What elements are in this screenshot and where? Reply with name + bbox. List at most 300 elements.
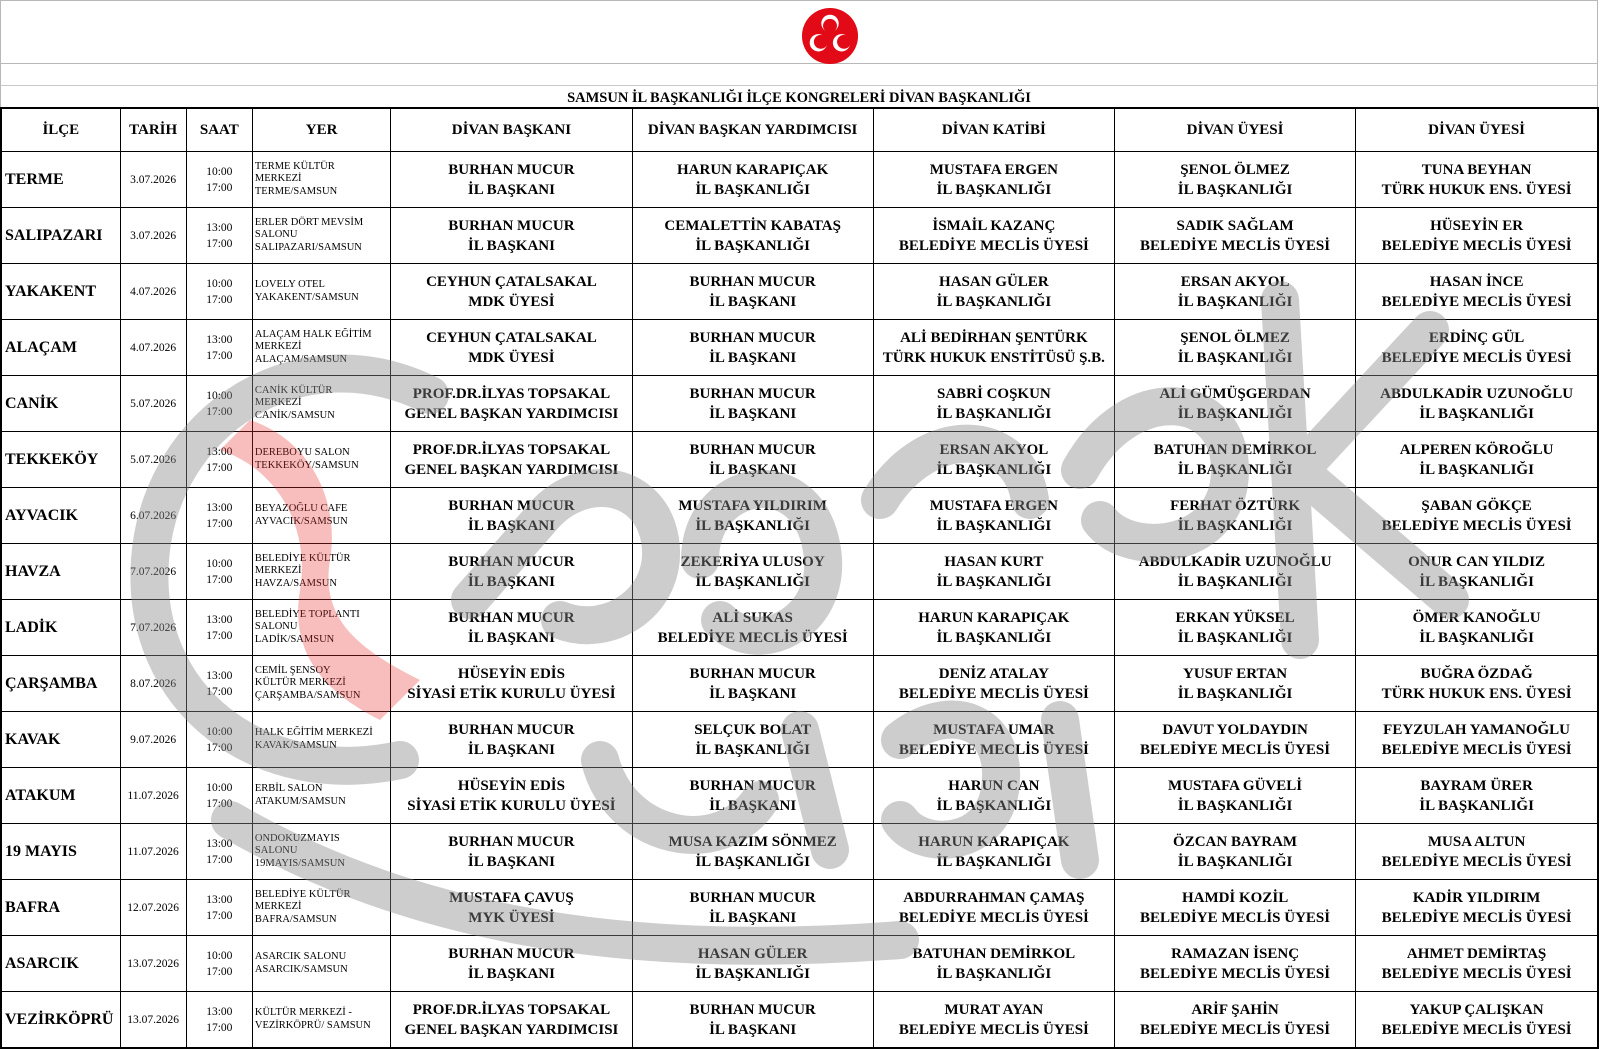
person-name: AHMET DEMİRTAŞ — [1406, 945, 1547, 962]
venue-cell — [252, 992, 390, 1049]
divan-baskan-yardimcisi-cell — [632, 768, 873, 824]
person-title: İL BAŞKANI — [467, 573, 555, 590]
divan-baskani-cell — [391, 824, 632, 880]
person-title: BELEDİYE MECLİS ÜYESİ — [1381, 349, 1572, 366]
divan-baskani-cell — [391, 488, 632, 544]
person-name: BURHAN MUCUR — [448, 833, 575, 850]
end-time: 17:00 — [206, 741, 233, 754]
person-title: MDK ÜYESİ — [468, 293, 555, 310]
person-name: BURHAN MUCUR — [689, 889, 816, 906]
column-header-tarih: TARİH — [120, 108, 186, 152]
time-cell — [186, 432, 252, 488]
logo-row — [0, 0, 1598, 64]
person-name: PROF.DR.İLYAS TOPSAKAL — [412, 385, 611, 402]
person-name: KADİR YILDIRIM — [1412, 889, 1541, 906]
date-cell: 4.07.2026 — [120, 264, 186, 320]
person-name: BURHAN MUCUR — [448, 553, 575, 570]
time-cell — [186, 600, 252, 656]
person-name: ABDULKADİR UZUNOĞLU — [1380, 385, 1574, 402]
person-name: RAMAZAN İSENÇ — [1171, 945, 1300, 962]
person-title: İL BAŞKANLIĞI — [1177, 517, 1293, 534]
person-title: İL BAŞKANLIĞI — [695, 573, 810, 590]
person-name: MUSTAFA ERGEN — [929, 161, 1058, 178]
person-title: İL BAŞKANLIĞI — [1177, 461, 1293, 478]
district-cell: BAFRA — [1, 880, 120, 936]
person-title: İL BAŞKANLIĞI — [936, 853, 1052, 870]
table-row — [1, 264, 1598, 320]
venue-line: CANİK/SAMSUN — [254, 409, 335, 421]
table-row — [1, 488, 1598, 544]
person-title: İL BAŞKANLIĞI — [1419, 405, 1534, 422]
district-cell: 19 MAYIS — [1, 824, 120, 880]
divan-baskan-yardimcisi-cell — [632, 488, 873, 544]
district-cell: ÇARŞAMBA — [1, 656, 120, 712]
start-time: 10:00 — [206, 949, 233, 962]
divan-uyesi-cell — [1114, 152, 1355, 208]
column-header-yer: YER — [252, 108, 390, 152]
congress-schedule-table — [0, 107, 1599, 1049]
district-cell: ATAKUM — [1, 768, 120, 824]
divan-katibi-cell — [873, 880, 1114, 936]
start-time: 10:00 — [206, 165, 233, 178]
person-title: BELEDİYE MECLİS ÜYESİ — [1140, 741, 1331, 758]
person-name: ERSAN AKYOL — [1180, 273, 1290, 290]
date-cell: 7.07.2026 — [120, 600, 186, 656]
venue-line: LOVELY OTEL — [254, 279, 325, 290]
district-cell: HAVZA — [1, 544, 120, 600]
person-title: İL BAŞKANLIĞI — [936, 965, 1052, 982]
person-title: İL BAŞKANLIĞI — [1177, 181, 1293, 198]
person-name: HÜSEYİN EDİS — [457, 777, 565, 794]
person-title: İL BAŞKANLIĞI — [1419, 573, 1534, 590]
divan-baskan-yardimcisi-cell — [632, 544, 873, 600]
divan-baskani-cell — [391, 656, 632, 712]
venue-line: 19MAYIS/SAMSUN — [254, 857, 345, 869]
venue-line: YAKAKENT/SAMSUN — [254, 291, 359, 303]
person-title: İL BAŞKANLIĞI — [695, 181, 810, 198]
person-name: ALİ BEDİRHAN ŞENTÜRK — [900, 329, 1088, 346]
venue-cell — [252, 936, 390, 992]
person-title: İL BAŞKANLIĞI — [936, 461, 1052, 478]
date-cell: 11.07.2026 — [120, 768, 186, 824]
time-cell — [186, 264, 252, 320]
divan-baskani-cell — [391, 320, 632, 376]
person-name: BURHAN MUCUR — [689, 665, 816, 682]
venue-line: ONDOKUZMAYIS — [254, 832, 340, 844]
table-row — [1, 768, 1598, 824]
end-time: 17:00 — [206, 405, 233, 418]
table-row — [1, 824, 1598, 880]
divan-baskan-yardimcisi-cell — [632, 320, 873, 376]
divan-baskan-yardimcisi-cell — [632, 824, 873, 880]
three-crescents-logo-icon — [801, 7, 859, 65]
person-title: GENEL BAŞKAN YARDIMCISI — [404, 405, 619, 422]
date-cell: 13.07.2026 — [120, 992, 186, 1049]
person-name: BURHAN MUCUR — [689, 385, 816, 402]
person-title: BELEDİYE MECLİS ÜYESİ — [898, 909, 1089, 926]
time-cell — [186, 936, 252, 992]
person-title: SİYASİ ETİK KURULU ÜYESİ — [407, 797, 616, 814]
venue-line: BAFRA/SAMSUN — [254, 913, 337, 925]
person-name: BURHAN MUCUR — [448, 609, 575, 626]
person-name: ŞABAN GÖKÇE — [1421, 497, 1532, 514]
table-row — [1, 600, 1598, 656]
end-time: 17:00 — [206, 573, 233, 586]
person-name: BURHAN MUCUR — [448, 497, 575, 514]
person-name: FEYZULAH YAMANOĞLU — [1383, 721, 1570, 738]
venue-cell — [252, 208, 390, 264]
person-name: ONUR CAN YILDIZ — [1408, 553, 1546, 570]
person-title: İL BAŞKANLIĞI — [695, 517, 810, 534]
person-title: TÜRK HUKUK ENS. ÜYESİ — [1381, 685, 1572, 702]
divan-uyesi-cell — [1114, 880, 1355, 936]
time-cell — [186, 824, 252, 880]
end-time: 17:00 — [206, 965, 233, 978]
person-name: HASAN GÜLER — [697, 945, 808, 962]
time-cell — [186, 656, 252, 712]
person-title: İL BAŞKANI — [709, 797, 797, 814]
person-title: İL BAŞKANLIĞI — [1419, 629, 1534, 646]
venue-cell — [252, 880, 390, 936]
divan-baskan-yardimcisi-cell — [632, 600, 873, 656]
person-name: BURHAN MUCUR — [689, 273, 816, 290]
time-cell — [186, 488, 252, 544]
date-cell: 11.07.2026 — [120, 824, 186, 880]
person-name: HARUN KARAPIÇAK — [677, 161, 829, 178]
person-name: BUĞRA ÖZDAĞ — [1420, 665, 1533, 682]
venue-line: KAVAK/SAMSUN — [254, 739, 337, 751]
start-time: 10:00 — [206, 781, 233, 794]
person-name: TUNA BEYHAN — [1421, 161, 1532, 178]
divan-baskan-yardimcisi-cell — [632, 880, 873, 936]
person-title: BELEDİYE MECLİS ÜYESİ — [898, 741, 1089, 758]
venue-line: MERKEZİ — [254, 565, 302, 577]
divan-baskan-yardimcisi-cell — [632, 712, 873, 768]
person-title: BELEDİYE MECLİS ÜYESİ — [898, 237, 1089, 254]
end-time: 17:00 — [206, 181, 233, 194]
person-title: İL BAŞKANLIĞI — [695, 741, 810, 758]
divan-uyesi-cell — [1356, 824, 1598, 880]
time-cell — [186, 152, 252, 208]
divan-katibi-cell — [873, 264, 1114, 320]
divan-baskan-yardimcisi-cell — [632, 152, 873, 208]
person-name: BAYRAM ÜRER — [1420, 777, 1533, 794]
divan-katibi-cell — [873, 824, 1114, 880]
date-cell: 8.07.2026 — [120, 656, 186, 712]
person-name: CEYHUN ÇATALSAKAL — [426, 273, 597, 290]
venue-cell — [252, 376, 390, 432]
venue-line: KÜLTÜR MERKEZİ — [254, 677, 346, 689]
person-title: İL BAŞKANI — [467, 517, 555, 534]
person-title: İL BAŞKANLIĞI — [936, 405, 1052, 422]
person-name: BATUHAN DEMİRKOL — [1153, 441, 1317, 458]
person-name: ÖMER KANOĞLU — [1412, 609, 1541, 626]
venue-line: MERKEZİ — [254, 901, 302, 913]
person-title: İL BAŞKANLIĞI — [1177, 685, 1293, 702]
divan-baskani-cell — [391, 152, 632, 208]
time-cell — [186, 376, 252, 432]
divan-uyesi-cell — [1114, 320, 1355, 376]
person-name: MUSA KAZIM SÖNMEZ — [668, 833, 837, 850]
person-title: MDK ÜYESİ — [468, 349, 555, 366]
person-name: SADIK SAĞLAM — [1176, 217, 1294, 234]
time-cell — [186, 992, 252, 1049]
venue-line: TERME KÜLTÜR — [254, 160, 335, 172]
column-header-divan-katibi: DİVAN KATİBİ — [873, 108, 1114, 152]
person-title: İL BAŞKANLIĞI — [936, 517, 1052, 534]
person-name: DAVUT YOLDAYDIN — [1162, 721, 1308, 738]
venue-line: CEMİL ŞENSOY — [254, 664, 331, 676]
venue-cell — [252, 824, 390, 880]
divan-katibi-cell — [873, 656, 1114, 712]
venue-line: ALAÇAM HALK EĞİTİM — [254, 328, 372, 340]
person-title: İL BAŞKANLIĞI — [936, 293, 1052, 310]
table-row — [1, 544, 1598, 600]
table-row — [1, 208, 1598, 264]
divan-baskan-yardimcisi-cell — [632, 936, 873, 992]
end-time: 17:00 — [206, 293, 233, 306]
table-row — [1, 320, 1598, 376]
person-name: ALPEREN KÖROĞLU — [1399, 441, 1554, 458]
venue-line: HALK EĞİTİM MERKEZİ — [254, 727, 373, 738]
venue-line: MERKEZİ — [254, 397, 302, 409]
venue-cell — [252, 600, 390, 656]
person-title: İL BAŞKANI — [709, 405, 797, 422]
person-title: BELEDİYE MECLİS ÜYESİ — [1381, 237, 1572, 254]
venue-cell — [252, 544, 390, 600]
person-title: TÜRK HUKUK ENS. ÜYESİ — [1381, 181, 1572, 198]
venue-line: SALONU — [254, 229, 298, 241]
start-time: 13:00 — [206, 669, 233, 682]
divan-uyesi-cell — [1356, 432, 1598, 488]
column-header-divan-uyesi: DİVAN ÜYESİ — [1356, 108, 1598, 152]
time-cell — [186, 712, 252, 768]
person-title: BELEDİYE MECLİS ÜYESİ — [898, 685, 1089, 702]
person-name: ABDULKADİR UZUNOĞLU — [1138, 553, 1332, 570]
time-cell — [186, 768, 252, 824]
divan-uyesi-cell — [1114, 376, 1355, 432]
person-name: HARUN KARAPIÇAK — [918, 609, 1070, 626]
person-name: HARUN KARAPIÇAK — [918, 833, 1070, 850]
person-title: İL BAŞKANI — [709, 1021, 797, 1038]
end-time: 17:00 — [206, 853, 233, 866]
person-name: YAKUP ÇALIŞKAN — [1409, 1001, 1544, 1018]
person-title: BELEDİYE MECLİS ÜYESİ — [1140, 965, 1331, 982]
divan-baskani-cell — [391, 936, 632, 992]
end-time: 17:00 — [206, 461, 233, 474]
column-header-divan-baskan-yardimcisi: DİVAN BAŞKAN YARDIMCISI — [632, 108, 873, 152]
date-cell: 6.07.2026 — [120, 488, 186, 544]
person-name: PROF.DR.İLYAS TOPSAKAL — [412, 1001, 611, 1018]
person-title: BELEDİYE MECLİS ÜYESİ — [1381, 853, 1572, 870]
divan-katibi-cell — [873, 992, 1114, 1049]
divan-baskan-yardimcisi-cell — [632, 656, 873, 712]
venue-line: LADİK/SAMSUN — [254, 633, 335, 645]
divan-baskan-yardimcisi-cell — [632, 992, 873, 1049]
divan-katibi-cell — [873, 768, 1114, 824]
person-title: İL BAŞKANLIĞI — [695, 853, 810, 870]
divan-katibi-cell — [873, 936, 1114, 992]
divan-baskani-cell — [391, 208, 632, 264]
venue-line: HAVZA/SAMSUN — [254, 577, 337, 589]
person-title: İL BAŞKANLIĞI — [1419, 797, 1534, 814]
venue-cell — [252, 152, 390, 208]
person-name: ERDİNÇ GÜL — [1428, 329, 1525, 346]
person-name: HARUN CAN — [948, 777, 1040, 794]
person-name: ERKAN YÜKSEL — [1175, 609, 1295, 626]
person-title: SİYASİ ETİK KURULU ÜYESİ — [407, 685, 616, 702]
person-name: MUSTAFA YILDIRIM — [678, 497, 827, 514]
divan-uyesi-cell — [1356, 936, 1598, 992]
person-title: İL BAŞKANI — [467, 629, 555, 646]
venue-line: AYVACIK/SAMSUN — [254, 515, 348, 527]
district-cell: SALIPAZARI — [1, 208, 120, 264]
venue-line: BELEDİYE TOPLANTI — [254, 608, 360, 620]
divan-uyesi-cell — [1114, 264, 1355, 320]
person-name: MUSTAFA GÜVELİ — [1168, 777, 1303, 794]
table-row — [1, 880, 1598, 936]
table-row — [1, 936, 1598, 992]
divan-uyesi-cell — [1114, 432, 1355, 488]
table-row — [1, 432, 1598, 488]
person-name: YUSUF ERTAN — [1183, 665, 1288, 682]
person-name: FERHAT ÖZTÜRK — [1170, 497, 1301, 514]
person-name: ALİ SUKAS — [712, 609, 793, 626]
person-title: BELEDİYE MECLİS ÜYESİ — [1381, 1021, 1572, 1038]
person-title: İL BAŞKANI — [467, 853, 555, 870]
date-cell: 7.07.2026 — [120, 544, 186, 600]
person-name: HASAN İNCE — [1429, 273, 1524, 290]
venue-cell — [252, 432, 390, 488]
divan-uyesi-cell — [1356, 320, 1598, 376]
person-name: BURHAN MUCUR — [448, 945, 575, 962]
divan-katibi-cell — [873, 544, 1114, 600]
venue-line: ASARCIK SALONU — [254, 951, 347, 962]
start-time: 13:00 — [206, 445, 233, 458]
divan-baskani-cell — [391, 600, 632, 656]
person-title: BELEDİYE MECLİS ÜYESİ — [1140, 237, 1331, 254]
start-time: 13:00 — [206, 221, 233, 234]
person-name: BURHAN MUCUR — [448, 161, 575, 178]
venue-line: ERBİL SALON — [254, 783, 323, 794]
person-name: BURHAN MUCUR — [689, 777, 816, 794]
divan-baskan-yardimcisi-cell — [632, 432, 873, 488]
divan-baskani-cell — [391, 544, 632, 600]
person-title: İL BAŞKANLIĞI — [936, 181, 1052, 198]
divan-uyesi-cell — [1114, 768, 1355, 824]
person-title: İL BAŞKANI — [467, 741, 555, 758]
date-cell: 3.07.2026 — [120, 208, 186, 264]
divan-katibi-cell — [873, 320, 1114, 376]
person-title: İL BAŞKANI — [709, 461, 797, 478]
divan-uyesi-cell — [1356, 488, 1598, 544]
person-title: İL BAŞKANLIĞI — [1177, 853, 1293, 870]
person-name: BATUHAN DEMİRKOL — [912, 945, 1076, 962]
district-cell: TEKKEKÖY — [1, 432, 120, 488]
person-name: HASAN KURT — [944, 553, 1044, 570]
venue-cell — [252, 712, 390, 768]
divan-baskani-cell — [391, 880, 632, 936]
divan-uyesi-cell — [1356, 880, 1598, 936]
venue-line: ALAÇAM/SAMSUN — [254, 353, 348, 365]
table-row — [1, 992, 1598, 1049]
venue-cell — [252, 488, 390, 544]
person-title: İL BAŞKANLIĞI — [695, 965, 810, 982]
venue-cell — [252, 264, 390, 320]
date-cell: 3.07.2026 — [120, 152, 186, 208]
district-cell: TERME — [1, 152, 120, 208]
district-cell: ALAÇAM — [1, 320, 120, 376]
venue-line: ERLER DÖRT MEVSİM — [254, 216, 364, 228]
person-name: HAMDİ KOZİL — [1181, 889, 1289, 906]
person-title: BELEDİYE MECLİS ÜYESİ — [1381, 517, 1572, 534]
person-name: DENİZ ATALAY — [938, 665, 1049, 682]
document-title: SAMSUN İL BAŞKANLIĞI İLÇE KONGRELERİ DİVAN BAŞKANLIĞI — [0, 88, 1598, 108]
venue-line: TERME/SAMSUN — [254, 185, 338, 197]
start-time: 13:00 — [206, 333, 233, 346]
divan-uyesi-cell — [1356, 264, 1598, 320]
start-time: 10:00 — [206, 557, 233, 570]
divan-uyesi-cell — [1114, 208, 1355, 264]
person-name: BURHAN MUCUR — [689, 1001, 816, 1018]
person-title: BELEDİYE MECLİS ÜYESİ — [1140, 1021, 1331, 1038]
person-title: İL BAŞKANLIĞI — [1177, 573, 1293, 590]
divan-katibi-cell — [873, 208, 1114, 264]
person-name: BURHAN MUCUR — [689, 329, 816, 346]
start-time: 10:00 — [206, 725, 233, 738]
time-cell — [186, 880, 252, 936]
person-title: GENEL BAŞKAN YARDIMCISI — [404, 1021, 619, 1038]
divan-uyesi-cell — [1356, 600, 1598, 656]
divan-uyesi-cell — [1114, 488, 1355, 544]
person-title: İL BAŞKANI — [467, 181, 555, 198]
district-cell: CANİK — [1, 376, 120, 432]
divan-uyesi-cell — [1114, 656, 1355, 712]
blank-row — [0, 64, 1598, 86]
person-name: ABDURRAHMAN ÇAMAŞ — [903, 889, 1085, 906]
divan-katibi-cell — [873, 600, 1114, 656]
venue-line: DEREBOYU SALON — [254, 447, 350, 458]
person-name: ÖZCAN BAYRAM — [1173, 833, 1298, 850]
person-title: İL BAŞKANLIĞI — [1177, 293, 1293, 310]
person-title: İL BAŞKANLIĞI — [695, 237, 810, 254]
table-row — [1, 376, 1598, 432]
start-time: 13:00 — [206, 501, 233, 514]
end-time: 17:00 — [206, 685, 233, 698]
person-name: BURHAN MUCUR — [448, 217, 575, 234]
time-cell — [186, 320, 252, 376]
district-cell: YAKAKENT — [1, 264, 120, 320]
divan-baskani-cell — [391, 432, 632, 488]
venue-line: KÜLTÜR MERKEZİ - — [254, 1007, 352, 1018]
date-cell: 13.07.2026 — [120, 936, 186, 992]
person-name: HÜSEYİN EDİS — [457, 665, 565, 682]
district-cell: AYVACIK — [1, 488, 120, 544]
divan-uyesi-cell — [1114, 936, 1355, 992]
venue-line: TEKKEKÖY/SAMSUN — [254, 459, 359, 471]
person-name: MURAT AYAN — [944, 1001, 1044, 1018]
date-cell: 5.07.2026 — [120, 432, 186, 488]
person-title: İL BAŞKANI — [467, 965, 555, 982]
end-time: 17:00 — [206, 349, 233, 362]
person-title: BELEDİYE MECLİS ÜYESİ — [1140, 909, 1331, 926]
district-cell: VEZİRKÖPRÜ — [1, 992, 120, 1049]
venue-line: SALIPAZARI/SAMSUN — [254, 241, 362, 253]
person-title: İL BAŞKANLIĞI — [936, 797, 1052, 814]
start-time: 13:00 — [206, 837, 233, 850]
person-title: İL BAŞKANI — [709, 909, 797, 926]
person-name: SABRİ COŞKUN — [936, 385, 1051, 402]
